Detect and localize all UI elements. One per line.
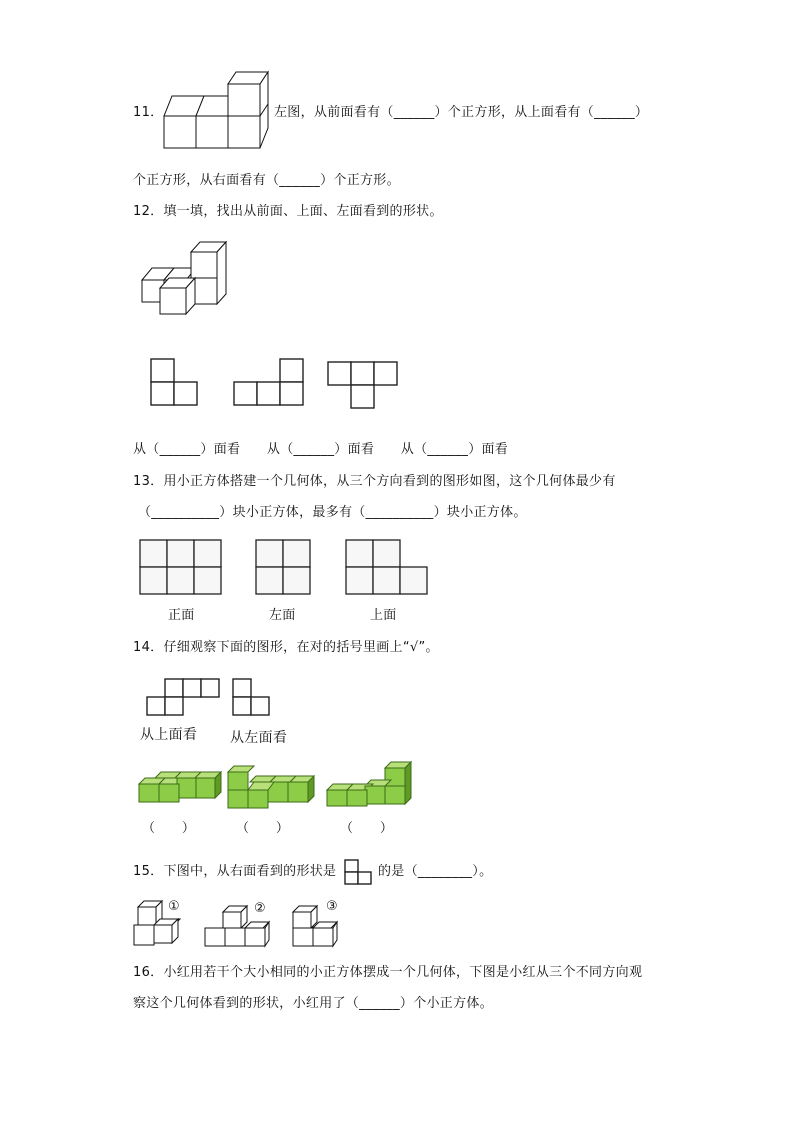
q14-label-top: 从上面看 bbox=[140, 727, 198, 743]
q13-line1: 13．用小正方体搭建一个几何体，从三个方向看到的图形如图，这个几何体最少有 bbox=[133, 474, 616, 489]
q12-view-c bbox=[327, 361, 399, 415]
q11-cube-figure bbox=[160, 70, 272, 156]
q15-after: 的是（________）。 bbox=[378, 864, 493, 879]
q14-green-figure-3 bbox=[325, 760, 411, 812]
q14-green-figure-1 bbox=[137, 762, 221, 808]
q11-line2: 个正方形，从右面看有（______）个正方形。 bbox=[133, 173, 400, 188]
q14-green-figure-2 bbox=[226, 766, 314, 814]
q14-bracket-1[interactable]: （ ） bbox=[142, 821, 196, 836]
q12-cube-figure bbox=[138, 240, 233, 322]
q14-top-view bbox=[146, 678, 220, 722]
q13-label-left: 左面 bbox=[269, 608, 296, 623]
q12-title: 12．填一填，找出从前面、上面、左面看到的形状。 bbox=[133, 204, 443, 219]
q12-view-a bbox=[150, 358, 200, 412]
q15-option-3-marker[interactable]: ③ bbox=[326, 899, 338, 914]
q12-answers: 从（______）面看 从（______）面看 从（______）面看 bbox=[133, 442, 509, 457]
q16-line1: 16．小红用若干个大小相同的小正方体摆成一个几何体，下图是小红从三个不同方向观 bbox=[133, 965, 643, 980]
q14-bracket-2[interactable]: （ ） bbox=[236, 821, 290, 836]
q15-view-shape bbox=[344, 859, 372, 889]
q15-before: 15．下图中，从右面看到的形状是 bbox=[133, 864, 337, 879]
q11-line1: 左图，从前面看有（______）个正方形，从上面看有（______） bbox=[274, 105, 649, 120]
q16-line2: 察这个几何体看到的形状，小红用了（______）个小正方体。 bbox=[133, 996, 493, 1011]
q14-label-left: 从左面看 bbox=[230, 730, 288, 746]
q13-top-view bbox=[345, 539, 431, 599]
q13-left-view bbox=[255, 539, 313, 599]
q11-number: 11． bbox=[133, 105, 164, 120]
q13-line2: （__________）块小正方体，最多有（__________）块小正方体。 bbox=[138, 505, 527, 520]
q12-view-b bbox=[233, 358, 305, 412]
q15-option-1-marker[interactable]: ① bbox=[168, 899, 180, 914]
q14-left-view bbox=[232, 678, 272, 722]
q13-front-view bbox=[139, 539, 223, 599]
q13-label-top: 上面 bbox=[370, 608, 397, 623]
q14-title: 14．仔细观察下面的图形，在对的括号里画上“√”。 bbox=[133, 640, 439, 655]
q14-bracket-3[interactable]: （ ） bbox=[340, 821, 394, 836]
q15-option-2-marker[interactable]: ② bbox=[254, 901, 266, 916]
q13-label-front: 正面 bbox=[168, 608, 195, 623]
